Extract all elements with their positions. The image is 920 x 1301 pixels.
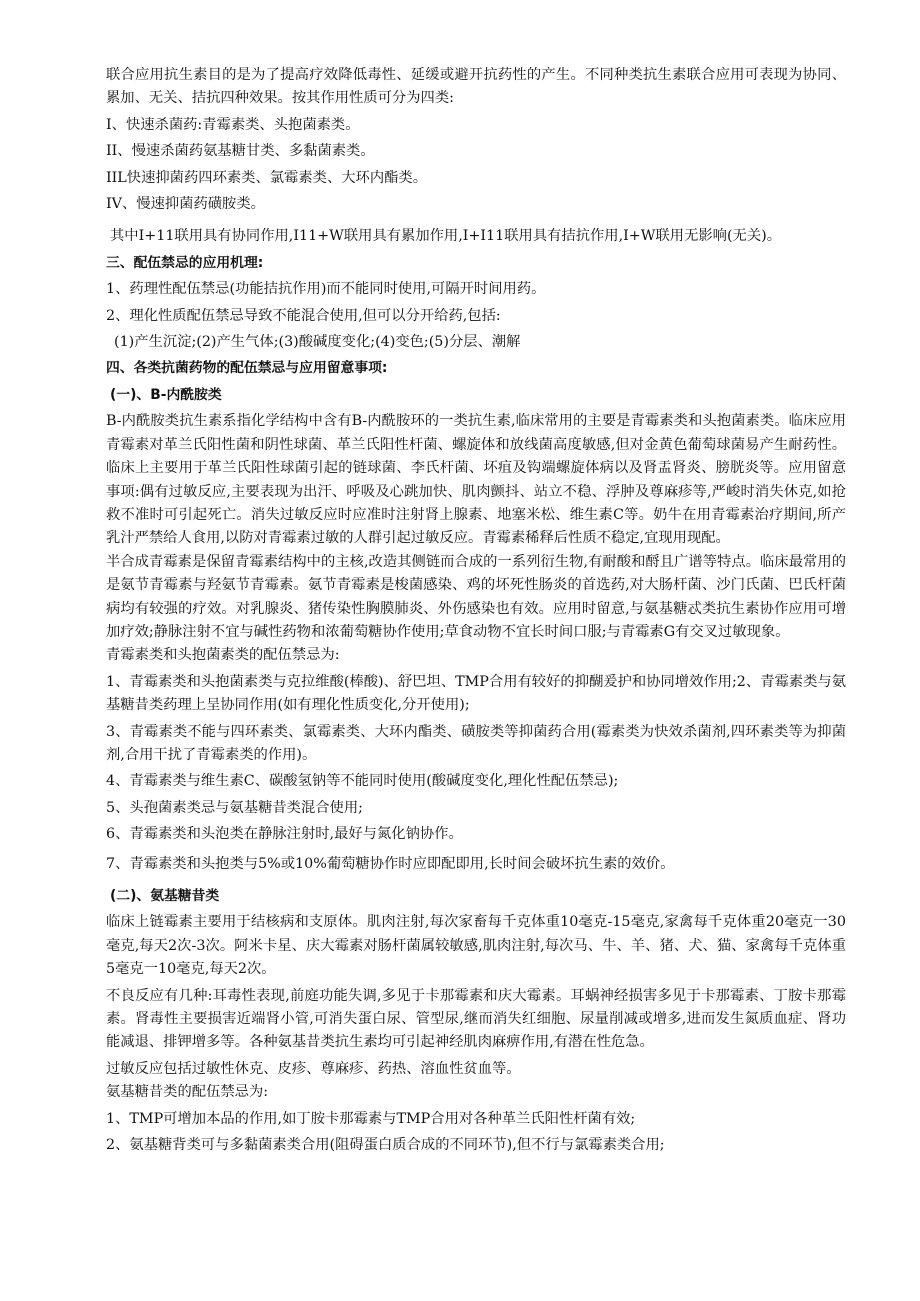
sub2-item-1: 1、TMP可增加本品的作用,如丁胺卡那霉素与TMP合用对各种革兰氏阳性杆菌有效; bbox=[106, 1110, 636, 1127]
sub2-item-2: 2、氨基糖背类可与多黏菌素类合用(阻碍蛋白质合成的不同环节),但不行与氯霉素类合用; bbox=[106, 1137, 665, 1154]
sub1-item-5: 5、头孢菌素类忌与氨基糖昔类混合使用; bbox=[106, 799, 363, 816]
sub2-para-3: 过敏反应包括过敏性休克、皮疹、尊麻疹、药热、溶血性贫血等。 bbox=[106, 1060, 521, 1077]
sub1-item-1: 1、青霉素类和头抱菌素类与克拉维酸(棒酸)、舒巴坦、TMP合用有较好的抑醐爰护和协同增效作用;2、青霉素类与氨基糖昔类药理上呈协同作用(如有理化性质变化,分开使用); bbox=[106, 673, 846, 714]
document-page bbox=[106, 64, 846, 1157]
sub2-para-2: 不良反应有几种:耳毒性表现,前庭功能失调,多见于卡那霉素和庆大霉素。耳蜗神经损害多见于卡那霉素、丁胺卡那霉素。肾毒性主要损害近端肾小管,可消失蛋白尿、管型尿,继而消失红细胞、尿量削减或增多,进而发生氮质血症、肾功能减退、排钾增多等。各种氨基昔类抗生素均可引起神经肌肉麻痹作用,有潜在性危急。 bbox=[106, 987, 846, 1051]
sub1-para-2: 半合成青霉素是保留青霉素结构中的主核,改造其侧链而合成的一系列衍生物,有耐酸和酹且广谱等特点。临床最常用的是氨节青霉素与羟氨节青霉素。氨节青霉素是梭菌感染、鸡的坏死性肠炎的首选药,对大肠杆菌、沙门氏菌、巴氏杆菌病均有较强的疗效。对乳腺炎、猪传染性胸膜肺炎、外伤感染也有效。应用时留意,与氨基糖忒类抗生素协作应用可增加疗效;静脉注射不宜与碱性药物和浓葡萄糖协作使用;草食动物不宜长时间口服;与青霉素G有交叉过敏现象。 bbox=[106, 553, 846, 640]
section4-sub1-heading: (一)、B-内酰胺类 bbox=[110, 386, 222, 403]
sub2-para-4: 氨基糖昔类的配伍禁忌为: bbox=[106, 1084, 269, 1101]
intro-purpose: 联合应用抗生素目的是为了提高疗效降低毒性、延缓或避开抗药性的产生。不同种类抗生素联合应用可表现为协同、累加、无关、拮抗四种效果。按其作用性质可分为四类: bbox=[106, 67, 846, 107]
intro-combination: 其中I+11联用具有协同作用,I11+W联用具有累加作用,I+I11联用具有拮抗作用,I+W联用无影响(无关)。 bbox=[110, 228, 782, 245]
sub1-para-1: B-内酰胺类抗生素系指化学结构中含有B-内酰胺环的一类抗生素,临床常用的主要是青霉素类和头抱菌素类。临床应用青霉素对革兰氏阳性菌和阴性球菌、革兰氏阳性杆菌、螺旋体和放线菌高度敏感,但对金黄色葡萄球菌易产生耐药性。临床上主要用于革兰氏阳性球菌引起的链球菌、李氏杆菌、坏疽及钩端螺旋体病以及肾盂肾炎、膀胱炎等。应用留意事项:偶有过敏反应,主要表现为出汗、呼吸及心跳加快、肌肉颤抖、站立不稳、浮肿及尊麻疹等,严峻时消失休克,如抢救不准时可引起死亡。消失过敏反应时应准时注射肾上腺素、地塞米松、维生素C等。奶牛在用青霉素治疗期间,所产乳汁严禁给人食用,以防对青霉素过敏的人群引起过敏反应。青霉素稀释后性质不稳定,宜现用现配。 bbox=[106, 413, 846, 547]
intro-class-4: IV、慢速抑菌药磺胺类。 bbox=[106, 196, 265, 213]
section4-sub2-heading: (二)、氨基糖昔类 bbox=[110, 888, 220, 904]
sub1-item-6: 6、青霉素类和头泡类在静脉注射时,最好与氮化钠协作。 bbox=[106, 826, 463, 843]
section4-heading: 四、各类抗菌药物的配伍禁忌与应用留意事项: bbox=[106, 360, 388, 377]
sub1-item-7: 7、青霉素类和头抱类与5%或10%葡萄糖协作时应即配即用,长时间会破坏抗生素的效价。 bbox=[106, 855, 675, 872]
sub1-item-3: 3、青霉素类不能与四环素类、氯霉素类、大环内酯类、磺胺类等抑菌药合用(霉素类为快效杀菌剂,四环素类等为抑菌剂,合用干扰了青霉素类的作用)。 bbox=[106, 723, 846, 763]
sub1-item-4: 4、青霉素类与维生素C、碳酸氢钠等不能同时使用(酸碱度变化,理化性配伍禁忌); bbox=[106, 773, 619, 790]
intro-class-1: I、快速杀菌药:青霉素类、头抱菌素类。 bbox=[106, 116, 360, 133]
intro-class-2: II、慢速杀菌药氨基糖甘类、多黏菌素类。 bbox=[106, 143, 375, 160]
sub2-para-1: 临床上链霉素主要用于结核病和支原体。肌肉注射,每次家畜每千克体重10毫克-15毫克,家禽每千克体重20毫克一30毫克,每天2次-3次。阿米卡星、庆大霉素对肠杆菌属较敏感,肌肉注射,每次马、牛、羊、猪、犬、猫、家禽每千克体重5毫克一10毫克,每天2次。 bbox=[106, 914, 846, 978]
sub1-para-3: 青霉素类和头抱菌素类的配伍禁忌为: bbox=[106, 647, 340, 664]
section3-item-2-list: (1)产生沉淀;(2)产生气体;(3)酸碱度变化;(4)变色;(5)分层、潮解 bbox=[114, 334, 521, 351]
section3-item-2: 2、理化性质配伍禁忌导致不能混合使用,但可以分开给药,包括: bbox=[106, 307, 501, 324]
intro-class-3: IIL快速抑菌药四环素类、氯霉素类、大环内酯类。 bbox=[106, 169, 428, 186]
section3-item-1: 1、药理性配伍禁忌(功能拮抗作用)而不能同时使用,可隔开时间用药。 bbox=[106, 281, 546, 298]
section3-heading: 三、配伍禁忌的应用机理: bbox=[106, 254, 264, 271]
